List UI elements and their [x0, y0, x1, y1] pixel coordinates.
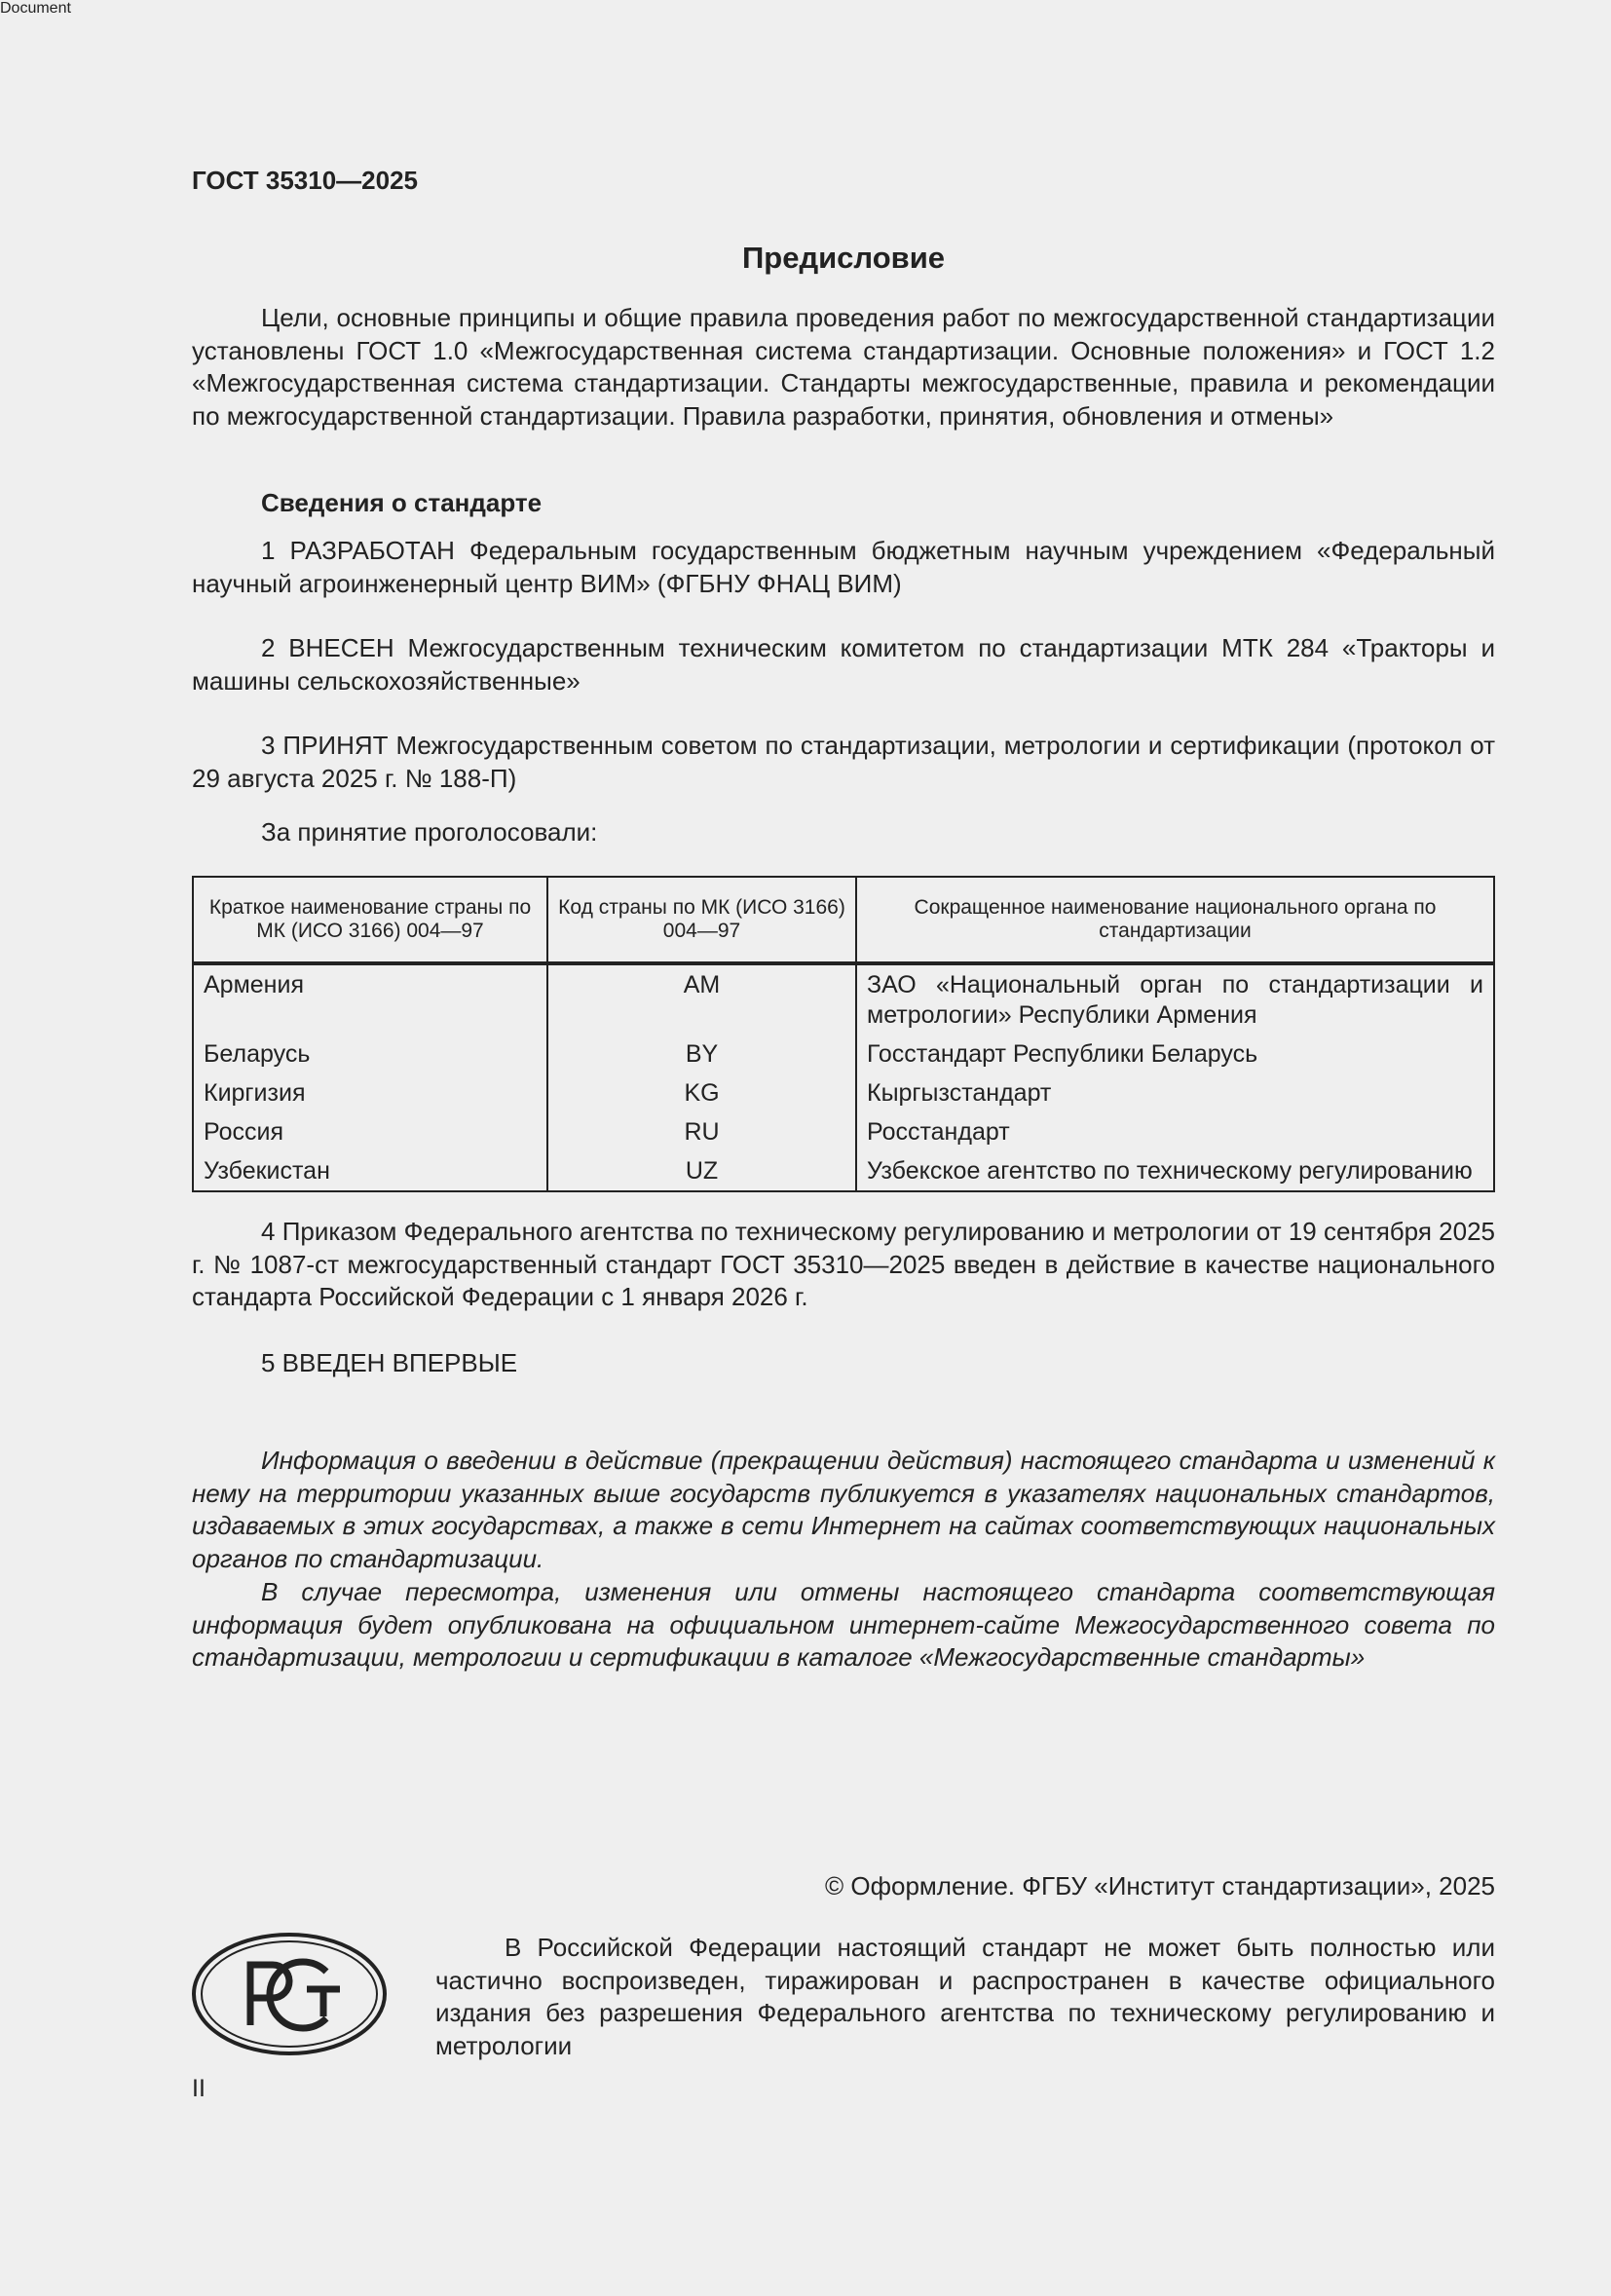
code-cell: BY — [547, 1035, 856, 1073]
code-cell: UZ — [547, 1151, 856, 1191]
intro-paragraph: Цели, основные принципы и общие правила проведения работ по межгосударственной стандартизации установлены ГОСТ 1.0 «Межгосударственная система стандартизации. Основные положения» и ГОСТ 1.2 «Межгосударственная система стандартизации. Стандарты межгосударственные, правила и рекомендации по межгосударственной стандартизации. Правила разработки, принятия, обновления и отмены» — [192, 303, 1495, 431]
info-paragraph-2: В случае пересмотра, изменения или отмены настоящего стандарта соответствующая информация будет опубликована на официальном интернет-сайте Межгосударственного совета по стандартизации, метрологии и сертификации в каталоге «Межгосударственные стандарты» — [192, 1577, 1495, 1672]
item-first: 5 ВВЕДЕН ВПЕРВЫЕ — [261, 1348, 518, 1377]
code-cell: KG — [547, 1073, 856, 1112]
table-row — [193, 1151, 1494, 1191]
country-cell: Армения — [193, 963, 547, 1035]
info-paragraph-1: Информация о введении в действие (прекращении действия) настоящего стандарта и изменений к нему на территории указанных выше государств публикуется в указателях национальных стандартов, издаваемых в этих государствах, а также в сети Интернет на сайтах соответствующих национальных органов по стандартизации. — [192, 1446, 1495, 1573]
copyright-notice: В Российской Федерации настоящий стандарт не может быть полностью или частично воспроизведен, тиражирован и распространен в качестве официального издания без разрешения Федерального агентства по техническому регулированию и метрологии — [435, 1933, 1495, 2060]
item-developed: 1 РАЗРАБОТАН Федеральным государственным бюджетным научным учреждением «Федеральный научный агроинженерный центр ВИМ» (ФГБНУ ФНАЦ ВИМ) — [192, 536, 1495, 598]
code-cell: AM — [547, 963, 856, 1035]
voting-table — [192, 876, 1495, 1192]
body-cell: Кыргызстандарт — [856, 1073, 1494, 1112]
table-header-row — [193, 877, 1494, 963]
table-row — [193, 1073, 1494, 1112]
page-title: Предисловие — [741, 241, 945, 275]
country-cell: Узбекистан — [193, 1151, 547, 1191]
country-cell: Россия — [193, 1112, 547, 1151]
body-cell: ЗАО «Национальный орган по стандартизации и метрологии» Республики Армения — [856, 963, 1494, 1035]
voted-label: За принятие проголосовали: — [261, 817, 598, 847]
body-cell: Госстандарт Республики Беларусь — [856, 1035, 1494, 1073]
document-page — [0, 18, 1611, 2296]
item-submitted: 2 ВНЕСЕН Межгосударственным техническим комитетом по стандартизации МТК 284 «Тракторы и машины сельскохозяйственные» — [192, 633, 1495, 696]
rst-logo-icon — [192, 1933, 387, 2055]
code-cell: RU — [547, 1112, 856, 1151]
table-row — [193, 963, 1494, 1035]
section-heading: Сведения о стандарте — [261, 488, 543, 517]
col-header-body: Сокращенное наименование национального органа по стандартизации — [856, 877, 1494, 963]
item-order: 4 Приказом Федерального агентства по техническому регулированию и метрологии от 19 сентября 2025 г. № 1087-ст межгосударственный стандарт ГОСТ 35310—2025 введен в действие в качестве национального стандарта Российской Федерации с 1 января 2026 г. — [192, 1217, 1495, 1311]
col-header-country: Краткое наименование страны по МК (ИСО 3166) 004—97 — [193, 877, 547, 963]
copyright-line: © Оформление. ФГБУ «Институт стандартизации», 2025 — [825, 1871, 1495, 1901]
table-row — [193, 1112, 1494, 1151]
country-cell: Беларусь — [193, 1035, 547, 1073]
country-cell: Киргизия — [193, 1073, 547, 1112]
col-header-code: Код страны по МК (ИСО 3166) 004—97 — [547, 877, 856, 963]
doc-number: ГОСТ 35310—2025 — [192, 166, 418, 195]
table-row — [193, 1035, 1494, 1073]
item-adopted: 3 ПРИНЯТ Межгосударственным советом по стандартизации, метрологии и сертификации (протокол от 29 августа 2025 г. № 188-П) — [192, 731, 1495, 793]
body-cell: Росстандарт — [856, 1112, 1494, 1151]
body-cell: Узбекское агентство по техническому регулированию — [856, 1151, 1494, 1191]
page-number: II — [192, 2075, 206, 2102]
